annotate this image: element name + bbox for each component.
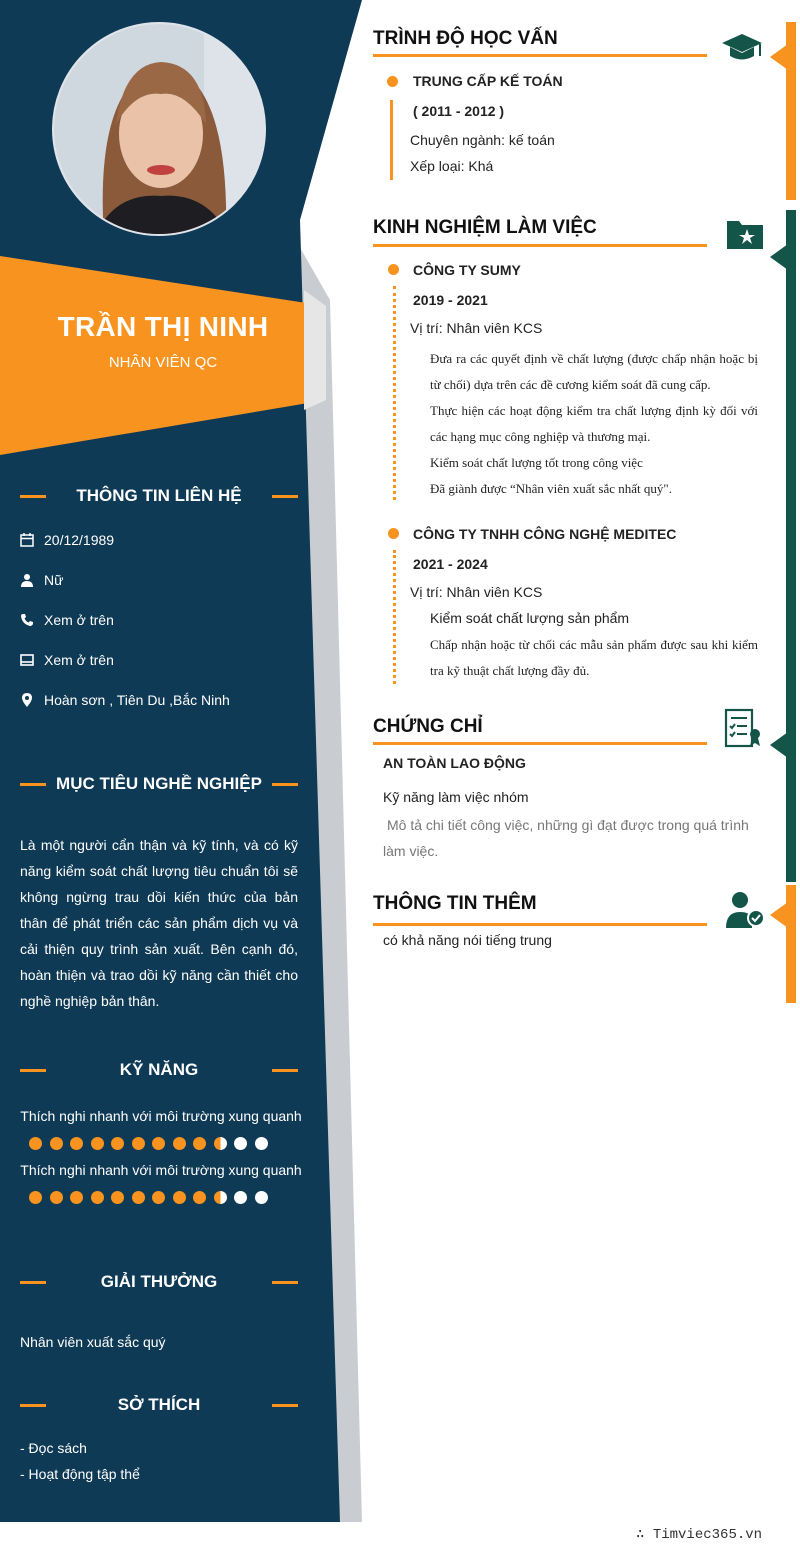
edge-arrows [768,44,788,274]
job-period: 2019 - 2021 [413,292,488,308]
timeline-bullet [388,264,399,275]
objective-section-header [20,772,298,796]
awards-heading: GIẢI THƯỞNG [100,1272,218,1291]
skill-dot [152,1191,165,1204]
job-description: Thực hiện các hoạt động kiểm tra chất lượng định kỳ đối với các hạng mục công nghiệp và thương mại. [430,403,758,444]
additional-heading: THÔNG TIN THÊM [373,893,537,914]
award-item: Nhân viên xuất sắc quý [20,1334,166,1350]
edge-arrows [768,732,788,932]
envelope-icon [20,653,36,669]
skill-dot [29,1137,42,1150]
education-underline [373,54,707,57]
timeline-bullet [388,528,399,539]
experience-heading: KINH NGHIỆM LÀM VIỆC [373,217,597,238]
timeline-dotted-line [393,286,399,500]
birthday-value: 20/12/1989 [44,532,115,548]
additional-underline [373,923,707,926]
candidate-title: NHÂN VIÊN QC [108,354,218,371]
education-heading: TRÌNH ĐỘ HỌC VẤN [373,28,558,49]
certificates-heading: CHỨNG CHỈ [373,716,483,737]
major: Chuyên ngành: kế toán [410,132,555,148]
certificates-underline [373,742,707,745]
calendar-icon [20,533,36,549]
skill-dot [91,1137,104,1150]
contact-address [20,692,230,709]
user-check-icon [724,890,764,926]
contact-heading: THÔNG TIN LIÊN HỆ [76,486,242,505]
map-pin-icon [20,693,36,709]
skill-label: Thích nghi nhanh với môi trường xung quanh [20,1162,302,1178]
grade: Xếp loại: Khá [410,158,494,174]
job-position: Vị trí: Nhân viên KCS [410,584,543,600]
email-value: Xem ở trên [44,652,114,668]
job-position: Vị trí: Nhân viên KCS [410,320,543,336]
school-name: TRUNG CẤP KẾ TOÁN [413,73,563,89]
footer-brand[interactable]: ∴ Timviec365.vn [636,1527,763,1543]
objective-text: Là một người cẩn thận và kỹ tính, và có kỹ năng kiểm soát chất lượng tiêu chuẩn tôi sẽ không ngừng trau dồi kiến thức của bản thân để phát triển các sản phẩm dịch vụ và cải thiện quy trình sản xuất. Bên cạnh đó, hoàn thiện và trao dồi kỹ năng cần thiết cho nghề nghiệp bản thân. [20,837,298,1009]
job-task: Kiểm soát chất lượng sản phẩm [430,610,630,626]
contact-birthday [20,532,114,549]
job-description: Đưa ra các quyết định về chất lượng (được chấp nhận hoặc bị từ chối) dựa trên các đề cương kiểm soát đã cung cấp. [430,351,758,392]
address-value: Hoàn sơn , Tiên Du ,Bắc Ninh [44,692,230,708]
skill-dot [234,1191,247,1204]
timeline-line [390,100,393,180]
certificate-checklist-icon [724,708,764,744]
skill-dot [29,1191,42,1204]
hobbies-heading: SỞ THÍCH [117,1395,201,1414]
candidate-name: TRẦN THỊ NINH [57,311,269,342]
additional-text: có khả năng nói tiếng trung [383,932,552,948]
skills-heading: KỸ NĂNG [119,1060,199,1079]
job-description: Kiểm soát chất lượng tốt trong công việc [430,455,643,470]
contact-email [20,652,114,669]
contact-section-header [20,484,298,508]
skill-dot [193,1191,206,1204]
skill-dot [173,1137,186,1150]
skill-dot [152,1137,165,1150]
certificate-name: AN TOÀN LAO ĐỘNG [383,755,526,771]
skill-dot [132,1137,145,1150]
graduation-cap-icon [720,32,760,68]
skill-label: Thích nghi nhanh với môi trường xung quanh [20,1108,302,1124]
gender-value: Nữ [44,572,64,588]
certificate-item: Kỹ năng làm việc nhóm [383,789,529,805]
certificate-description: Mô tả chi tiết công việc, những gì đạt được trong quá trình làm việc. [383,817,749,859]
skill-dot [50,1137,63,1150]
skill-dot [111,1137,124,1150]
skill-dot [193,1137,206,1150]
folder-star-icon [725,217,765,253]
timeline-dotted-line [393,550,399,684]
timeline-bullet [387,76,398,87]
phone-value: Xem ở trên [44,612,114,628]
user-icon [20,573,36,589]
job-description: Chấp nhận hoặc từ chối các mẫu sản phẩm được sau khi kiểm tra kỹ thuật chất lượng đầy đủ. [430,637,758,678]
avatar [52,22,266,236]
skill-dot [214,1191,227,1204]
hobby-item: - Hoạt động tập thể [20,1466,140,1482]
skill-dot [234,1137,247,1150]
skill-dot [91,1191,104,1204]
objective-heading: MỤC TIÊU NGHỀ NGHIỆP [56,774,262,793]
skill-dot [50,1191,63,1204]
job-description: Đã giành được “Nhân viên xuất sắc nhất quý". [430,481,672,496]
skill-dot [255,1137,268,1150]
skill-dot [132,1191,145,1204]
skill-dot [255,1191,268,1204]
contact-gender [20,572,63,589]
skill-dot [111,1191,124,1204]
hobby-item: - Đọc sách [20,1440,87,1456]
company-name: CÔNG TY TNHH CÔNG NGHỆ MEDITEC [413,526,677,542]
study-period: ( 2011 - 2012 ) [413,103,505,119]
skill-dot [173,1191,186,1204]
skills-section-header [20,1058,298,1082]
skill-dot [214,1137,227,1150]
awards-section-header [20,1270,298,1294]
job-period: 2021 - 2024 [413,556,488,572]
hobbies-section-header [20,1393,298,1417]
contact-phone [20,612,114,629]
sidebar [0,0,362,1522]
skill-dot [70,1191,83,1204]
company-name: CÔNG TY SUMY [413,262,521,278]
experience-underline [373,244,707,247]
phone-icon [20,613,36,629]
skill-dot [70,1137,83,1150]
